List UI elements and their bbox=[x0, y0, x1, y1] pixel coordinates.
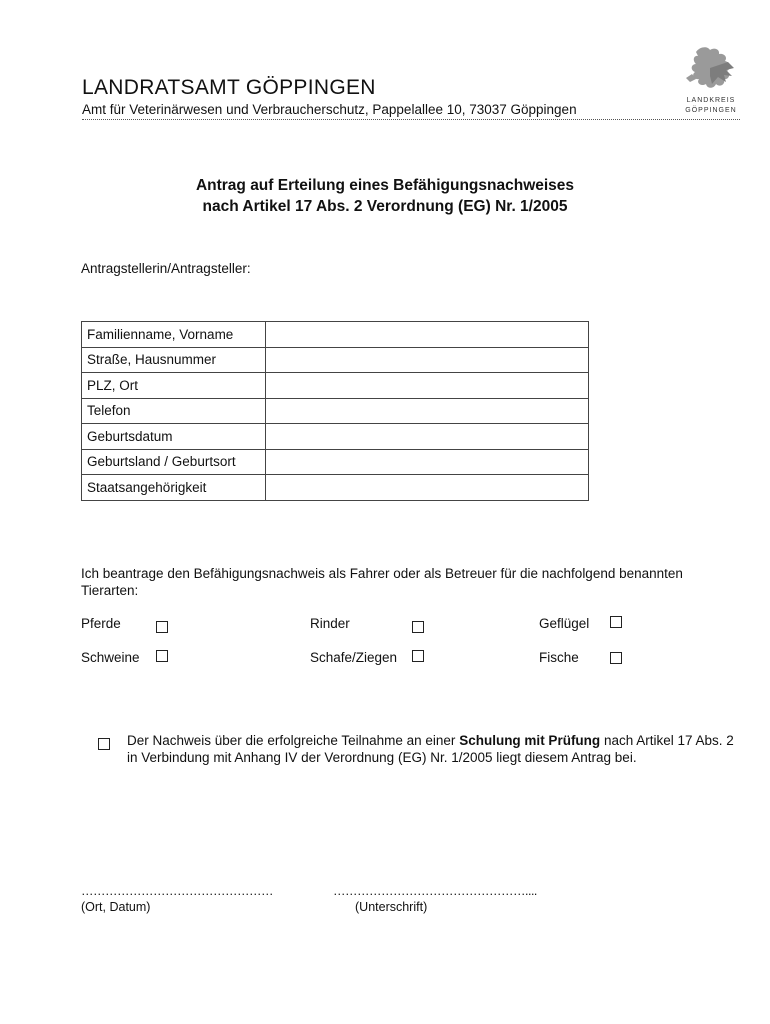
nationality-field[interactable] bbox=[266, 475, 589, 501]
birthplace-field[interactable] bbox=[266, 449, 589, 475]
schafe-checkbox[interactable] bbox=[412, 650, 424, 662]
declaration-text-part-2: nach Artikel 17 Abs. 2 in Verbindung mit Anhang IV der Verordnung (EG) Nr. 1/2005 liegt diesem Antrag bei. bbox=[127, 733, 734, 765]
field-label: PLZ, Ort bbox=[82, 373, 266, 399]
table-row bbox=[82, 424, 589, 450]
rinder-checkbox[interactable] bbox=[412, 621, 424, 633]
lion-coat-of-arms-icon bbox=[682, 44, 740, 94]
logo-text-line-2: GÖPPINGEN bbox=[685, 107, 737, 114]
fische-label: Fische bbox=[539, 650, 579, 665]
table-row bbox=[82, 475, 589, 501]
place-date-line[interactable]: ………………………………………… bbox=[81, 884, 273, 898]
table-row bbox=[82, 449, 589, 475]
office-title: LANDRATSAMT GÖPPINGEN bbox=[82, 76, 376, 99]
request-text: Ich beantrage den Befähigungsnachweis als Fahrer oder als Betreuer für die nachfolgend benannten Tierarten: bbox=[81, 566, 683, 598]
field-label: Familienname, Vorname bbox=[82, 322, 266, 348]
form-title-line-1: Antrag auf Erteilung eines Befähigungsnachweises bbox=[195, 177, 575, 194]
district-logo-text bbox=[676, 96, 746, 116]
name-field[interactable] bbox=[266, 322, 589, 348]
phone-field[interactable] bbox=[266, 398, 589, 424]
table-row bbox=[82, 373, 589, 399]
signature-line[interactable]: ………………………………………….... bbox=[333, 884, 537, 898]
training-proof-checkbox[interactable] bbox=[98, 738, 110, 750]
declaration-emphasis: Schulung mit Prüfung bbox=[459, 733, 601, 748]
field-label: Straße, Hausnummer bbox=[82, 347, 266, 373]
applicant-label: Antragstellerin/Antragsteller: bbox=[81, 261, 251, 276]
header-divider bbox=[82, 119, 740, 120]
pferde-checkbox[interactable] bbox=[156, 621, 168, 633]
field-label: Telefon bbox=[82, 398, 266, 424]
declaration-text-part-1: Der Nachweis über die erfolgreiche Teilnahme an einer bbox=[127, 733, 460, 748]
place-date-label: (Ort, Datum) bbox=[81, 900, 151, 914]
field-label: Geburtsdatum bbox=[82, 424, 266, 450]
field-label: Staatsangehörigkeit bbox=[82, 475, 266, 501]
field-label: Geburtsland / Geburtsort bbox=[82, 449, 266, 475]
signature-label: (Unterschrift) bbox=[355, 900, 428, 914]
table-row bbox=[82, 322, 589, 348]
rinder-label: Rinder bbox=[310, 616, 350, 631]
form-title-line-2: nach Artikel 17 Abs. 2 Verordnung (EG) Nr. 1/2005 bbox=[202, 198, 568, 215]
fische-checkbox[interactable] bbox=[610, 652, 622, 664]
birthdate-field[interactable] bbox=[266, 424, 589, 450]
pferde-label: Pferde bbox=[81, 616, 121, 631]
training-proof-text bbox=[127, 733, 737, 766]
schafe-label: Schafe/Ziegen bbox=[310, 650, 398, 665]
gefluegel-checkbox[interactable] bbox=[610, 616, 622, 628]
street-field[interactable] bbox=[266, 347, 589, 373]
schweine-label: Schweine bbox=[81, 650, 140, 665]
postcode-city-field[interactable] bbox=[266, 373, 589, 399]
table-row bbox=[82, 347, 589, 373]
table-row bbox=[82, 398, 589, 424]
office-address: Amt für Veterinärwesen und Verbraucherschutz, Pappelallee 10, 73037 Göppingen bbox=[82, 102, 577, 117]
schweine-checkbox[interactable] bbox=[156, 650, 168, 662]
logo-text-line-1: LANDKREIS bbox=[686, 97, 736, 104]
applicant-table bbox=[81, 321, 589, 501]
gefluegel-label: Geflügel bbox=[539, 616, 590, 631]
